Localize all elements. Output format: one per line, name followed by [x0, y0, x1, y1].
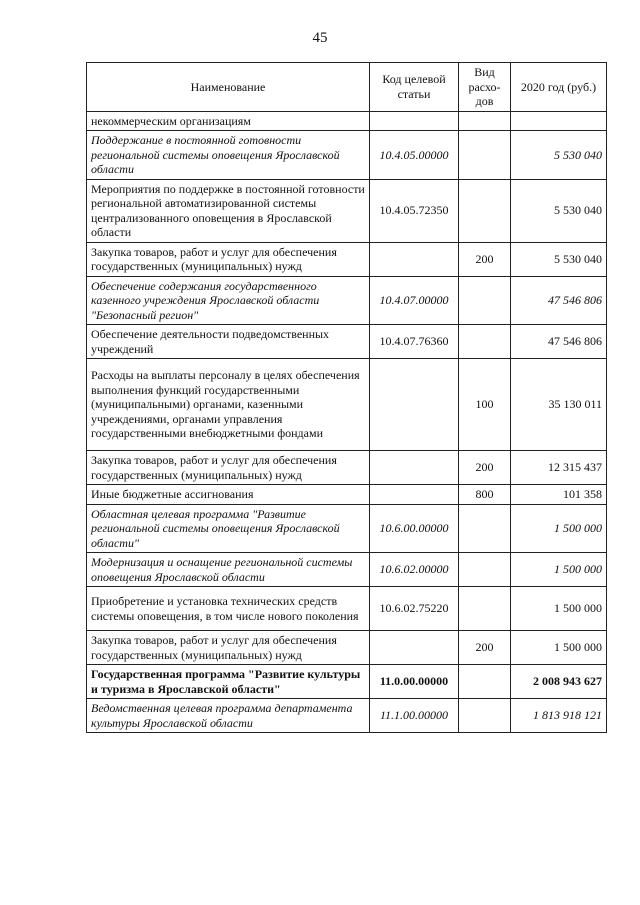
table-row: [87, 631, 607, 665]
row-code-cell: [370, 111, 459, 131]
row-code-cell: 10.4.07.76360: [370, 325, 459, 359]
row-amount-cell: 1 813 918 121: [511, 699, 607, 733]
row-amount-cell: 1 500 000: [511, 631, 607, 665]
row-expense-type-cell: 200: [459, 242, 511, 276]
row-name-cell: Закупка товаров, работ и услуг для обеспечения государственных (муниципальных) нужд: [87, 242, 370, 276]
table-row: [87, 179, 607, 242]
row-code-cell: [370, 242, 459, 276]
row-name-cell: Приобретение и установка технических средств системы оповещения, в том числе нового поколения: [87, 587, 370, 631]
row-code-cell: 10.6.02.75220: [370, 587, 459, 631]
table-row: [87, 111, 607, 131]
row-amount-cell: 1 500 000: [511, 587, 607, 631]
row-name-cell: Расходы на выплаты персоналу в целях обеспечения выполнения функций государственными (муниципальными) органами, казенными учреждениями, органами управления государственными внебюджетными фондами: [87, 359, 370, 451]
row-name-cell: Мероприятия по поддержке в постоянной готовности региональной автоматизированной системы централизованного оповещения в Ярославской области: [87, 179, 370, 242]
table-row: [87, 553, 607, 587]
row-amount-cell: 5 530 040: [511, 242, 607, 276]
row-expense-type-cell: [459, 179, 511, 242]
row-amount-cell: 5 530 040: [511, 131, 607, 180]
row-expense-type-cell: [459, 699, 511, 733]
header-code: Код целевой статьи: [370, 63, 459, 112]
row-code-cell: [370, 451, 459, 485]
table-row: [87, 276, 607, 325]
row-amount-cell: 1 500 000: [511, 504, 607, 553]
table-row: [87, 359, 607, 451]
row-expense-type-cell: [459, 665, 511, 699]
row-name-cell: Ведомственная целевая программа департамента культуры Ярославской области: [87, 699, 370, 733]
row-amount-cell: 47 546 806: [511, 325, 607, 359]
row-expense-type-cell: [459, 111, 511, 131]
row-code-cell: 11.1.00.00000: [370, 699, 459, 733]
row-expense-type-cell: 800: [459, 485, 511, 505]
row-expense-type-cell: [459, 276, 511, 325]
row-expense-type-cell: 100: [459, 359, 511, 451]
table-row: [87, 131, 607, 180]
row-expense-type-cell: [459, 131, 511, 180]
row-amount-cell: 2 008 943 627: [511, 665, 607, 699]
row-amount-cell: 5 530 040: [511, 179, 607, 242]
table-row: [87, 242, 607, 276]
row-code-cell: 10.6.02.00000: [370, 553, 459, 587]
row-code-cell: [370, 359, 459, 451]
row-code-cell: [370, 485, 459, 505]
row-amount-cell: 1 500 000: [511, 553, 607, 587]
table-row: [87, 485, 607, 505]
row-code-cell: 10.4.05.00000: [370, 131, 459, 180]
row-code-cell: [370, 631, 459, 665]
row-expense-type-cell: 200: [459, 631, 511, 665]
table-row: [87, 325, 607, 359]
row-code-cell: 10.6.00.00000: [370, 504, 459, 553]
row-amount-cell: [511, 111, 607, 131]
table-row: [87, 451, 607, 485]
row-name-cell: некоммерческим организациям: [87, 111, 370, 131]
row-expense-type-cell: [459, 325, 511, 359]
budget-table: [86, 62, 607, 733]
row-code-cell: 11.0.00.00000: [370, 665, 459, 699]
row-expense-type-cell: [459, 587, 511, 631]
row-expense-type-cell: 200: [459, 451, 511, 485]
table-row: [87, 587, 607, 631]
row-expense-type-cell: [459, 553, 511, 587]
row-code-cell: 10.4.05.72350: [370, 179, 459, 242]
table-row: [87, 504, 607, 553]
row-expense-type-cell: [459, 504, 511, 553]
row-name-cell: Закупка товаров, работ и услуг для обеспечения государственных (муниципальных) нужд: [87, 451, 370, 485]
row-name-cell: Поддержание в постоянной готовности региональной системы оповещения Ярославской области: [87, 131, 370, 180]
header-amount-2020: 2020 год (руб.): [511, 63, 607, 112]
page-number: 45: [312, 30, 328, 46]
header-expense-type: Вид расхо-дов: [459, 63, 511, 112]
row-code-cell: 10.4.07.00000: [370, 276, 459, 325]
table-row: [87, 699, 607, 733]
row-name-cell: Модернизация и оснащение региональной системы оповещения Ярославской области: [87, 553, 370, 587]
row-name-cell: Областная целевая программа "Развитие региональной системы оповещения Ярославской области": [87, 504, 370, 553]
row-amount-cell: 35 130 011: [511, 359, 607, 451]
table-header-row: [87, 63, 607, 112]
row-amount-cell: 12 315 437: [511, 451, 607, 485]
row-name-cell: Обеспечение содержания государственного казенного учреждения Ярославской области "Безопасный регион": [87, 276, 370, 325]
row-name-cell: Государственная программа "Развитие культуры и туризма в Ярославской области": [87, 665, 370, 699]
row-amount-cell: 101 358: [511, 485, 607, 505]
header-name: Наименование: [87, 63, 370, 112]
row-name-cell: Закупка товаров, работ и услуг для обеспечения государственных (муниципальных) нужд: [87, 631, 370, 665]
row-name-cell: Иные бюджетные ассигнования: [87, 485, 370, 505]
table-row: [87, 665, 607, 699]
row-name-cell: Обеспечение деятельности подведомственных учреждений: [87, 325, 370, 359]
row-amount-cell: 47 546 806: [511, 276, 607, 325]
